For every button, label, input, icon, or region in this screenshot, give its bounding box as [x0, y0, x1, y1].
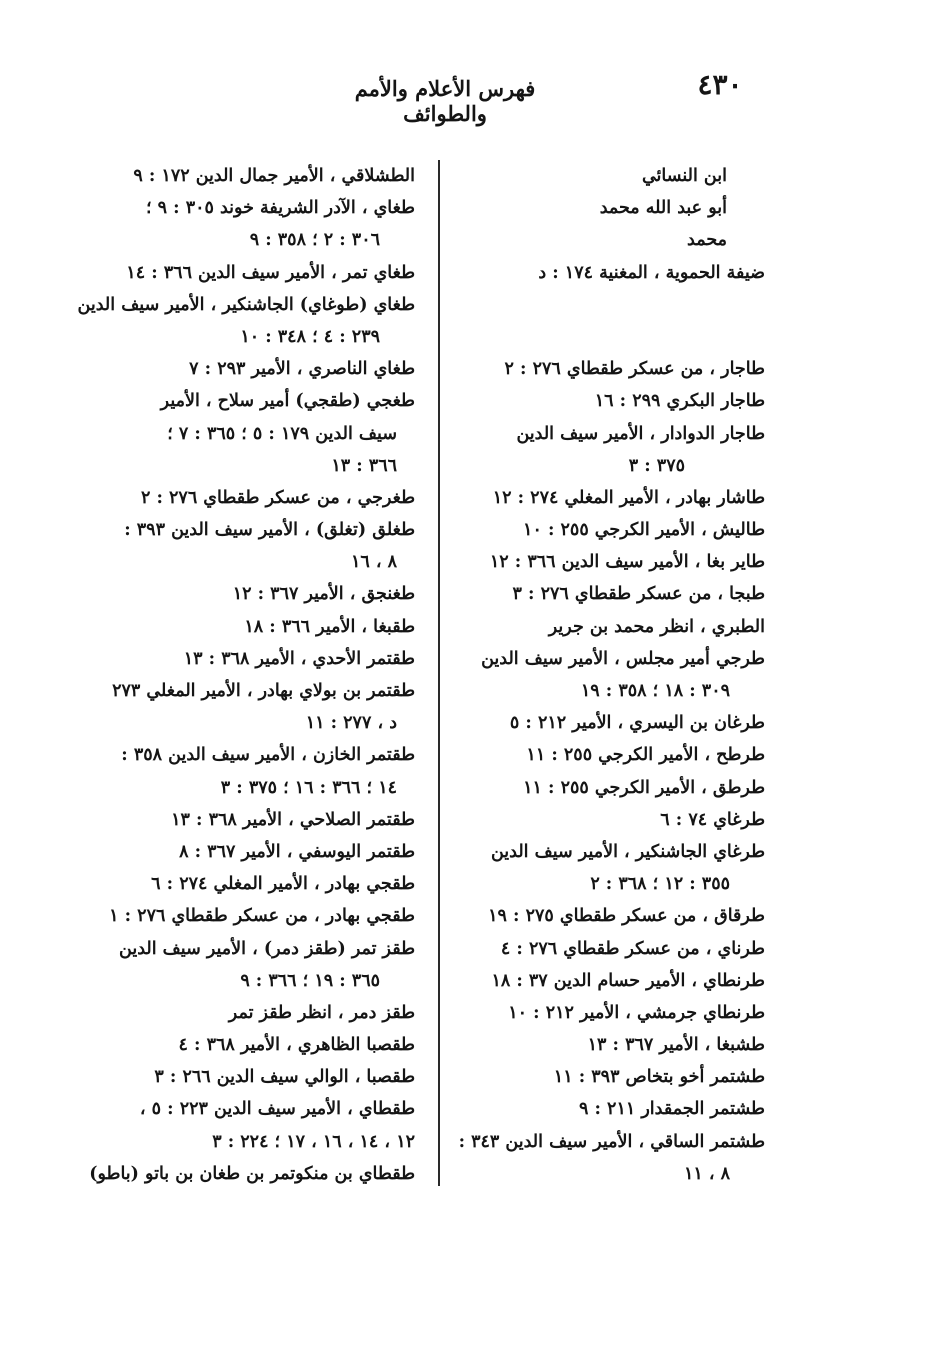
- index-entry: ابن النسائي: [641, 166, 727, 186]
- index-entry: طغجي (طقجي) أمير سلاح ، الأمير: [160, 391, 415, 412]
- index-entry: ٨ ، ١٦: [350, 552, 397, 573]
- index-entry: طرجي أمير مجلس ، الأمير سيف الدين: [481, 648, 765, 669]
- index-entry: ٨ ، ١١: [683, 1163, 730, 1184]
- index-entry: طقز دمر ، انظر طقز تمر: [228, 1002, 415, 1023]
- index-column-left: [77, 160, 415, 1190]
- index-entry: ١٢ ، ١٤ ، ١٦ ، ١٧ ؛ ٢٢٤ : ٣: [212, 1131, 415, 1152]
- index-entry: ٣٥٥ : ١٢ ؛ ٣٦٨ : ٢: [590, 874, 730, 895]
- index-column-right: [460, 160, 765, 1190]
- index-entry: طاجار البكري ٢٩٩ : ١٦: [594, 391, 765, 412]
- index-entry: طرطح ، الأمير الكرجي ٢٥٥ : ١١: [526, 745, 765, 766]
- index-entry: طغلق (تغلق) ، الأمير سيف الدين ٣٩٣ :: [124, 520, 415, 541]
- index-entry: طقطاي بن منكوتمر بن طغان بن باتو (باطو): [89, 1163, 415, 1184]
- index-entry: طقتمر بن بولاي بهادر ، الأمير المغلي ٢٧٣: [112, 681, 415, 701]
- index-entry: طرقاق ، من عسكر طقطاي ٢٧٥ : ١٩: [488, 906, 765, 927]
- index-entry: طاجار الدوادار ، الأمير سيف الدين: [516, 423, 765, 444]
- index-entry: ١٤ ؛ ٣٦٦ : ١٦ ؛ ٣٧٥ : ٣: [220, 777, 397, 798]
- index-entry: [460, 321, 765, 353]
- index-entry: طقبغا ، الأمير ٣٦٦ : ١٨: [244, 616, 415, 637]
- index-entry: طغاي الناصري ، الأمير ٢٩٣ : ٧: [189, 359, 415, 380]
- index-entry: طغنجق ، الأمير ٣٦٧ : ١٢: [232, 584, 415, 605]
- index-entry: طغاي تمر ، الأمير سيف الدين ٣٦٦ : ١٤: [126, 262, 415, 283]
- index-entry: طرنطاي ، الأمير حسام الدين ٣٧ : ١٨: [491, 970, 765, 991]
- index-entry: طبجا ، من عسكر طقطاي ٢٧٦ : ٣: [512, 584, 765, 605]
- index-entry: ٣٠٩ : ١٨ ؛ ٣٥٨ : ١٩: [580, 681, 730, 701]
- index-entry: طرغاي ٧٤ : ٦: [660, 809, 765, 830]
- index-entry: طرطق ، الأمير الكرجي ٢٥٥ : ١١: [523, 777, 765, 798]
- index-entry: طشتمر الساقي ، الأمير سيف الدين ٣٤٣ :: [458, 1131, 765, 1152]
- page-title: فهرس الأعلام والأمم والطوائف: [354, 76, 536, 126]
- index-entry: طقجي بهادر ، من عسكر طقطاي ٢٧٦ : ١: [109, 906, 415, 927]
- index-entry: الطبري ، انظر محمد بن جرير: [548, 616, 765, 637]
- index-entry: محمد: [687, 230, 727, 251]
- index-entry: طغاي (طوغاي) الجاشنكير ، الأمير سيف الدين: [77, 294, 415, 315]
- index-entry: طقتمر الأحدي ، الأمير ٣٦٨ : ١٣: [183, 648, 415, 669]
- column-divider: [438, 160, 440, 1186]
- index-entry: [460, 289, 765, 321]
- index-entry: سيف الدين ١٧٩ : ٥ ؛ ٣٦٥ : ٧ ؛: [167, 423, 397, 444]
- index-entry: طقصبا الظاهري ، الأمير ٣٦٨ : ٤: [178, 1035, 415, 1056]
- index-entry: طغرجي ، من عسكر طقطاي ٢٧٦ : ٢: [140, 487, 415, 508]
- index-entry: طشتمر الجمقدار ٢١١ : ٩: [578, 1099, 765, 1120]
- index-entry: أبو عبد الله محمد: [599, 198, 727, 219]
- index-entry: طشتمر أخو بتخاص ٣٩٣ : ١١: [553, 1067, 765, 1088]
- index-entry: طغاي ، الآدر الشريفة خوند ٣٠٥ : ٩ ؛: [145, 198, 415, 219]
- index-entry: طقصبا ، الوالي سيف الدين ٢٦٦ : ٣: [154, 1067, 415, 1088]
- index-entry: طقز تمر (طقز دمر) ، الأمير سيف الدين: [119, 938, 415, 959]
- index-entry: طرناي ، من عسكر طقطاي ٢٧٦ : ٤: [500, 938, 765, 959]
- index-entry: طاليش ، الأمير الكرجي ٢٥٥ : ١٠: [523, 520, 765, 541]
- index-entry: ٣٠٦ : ٢ ؛ ٣٥٨ : ٩: [249, 230, 380, 251]
- index-entry: طقطاي ، الأمير سيف الدين ٢٢٣ : ٥ ،: [139, 1099, 415, 1120]
- index-entry: طشبغا ، الأمير ٣٦٧ : ١٣: [587, 1035, 765, 1056]
- index-entry: طاجار ، من عسكر طقطاي ٢٧٦ : ٢: [504, 359, 765, 380]
- index-entry: طرغان بن اليسري ، الأمير ٢١٢ : ٥: [509, 713, 765, 734]
- index-entry: طقجي بهادر ، الأمير المغلي ٢٧٤ : ٦: [151, 874, 415, 895]
- index-entry: طرنطاي جرمشي ، الأمير ٢١٢ : ١٠: [508, 1002, 765, 1023]
- index-entry: ٣٦٦ : ١٣: [331, 455, 397, 476]
- index-entry: ٣٧٥ : ٣: [628, 455, 685, 476]
- index-entry: ضيفة الحموية ، المغنية ١٧٤ : د: [538, 262, 765, 283]
- page-number: ٤٣٠: [697, 68, 743, 101]
- index-entry: ٣٦٥ : ١٩ ؛ ٣٦٦ : ٩: [240, 970, 380, 991]
- index-entry: طقتمر اليوسفي ، الأمير ٣٦٧ : ٨: [179, 841, 415, 862]
- index-entry: طاير بغا ، الأمير سيف الدين ٣٦٦ : ١٢: [489, 552, 765, 573]
- index-entry: الطشلاقي ، الأمير جمال الدين ١٧٢ : ٩: [133, 166, 415, 186]
- index-entry: طقتمر الخازن ، الأمير سيف الدين ٣٥٨ :: [121, 745, 415, 766]
- index-entry: طقتمر الصلاحي ، الأمير ٣٦٨ : ١٣: [171, 809, 415, 830]
- index-entry: ٢٣٩ : ٤ ؛ ٣٤٨ : ١٠: [240, 326, 380, 347]
- index-entry: د ، ٢٧٧ : ١١: [305, 713, 397, 734]
- index-entry: طاشار بهادر ، الأمير المغلي ٢٧٤ : ١٢: [492, 487, 765, 508]
- index-entry: طرغاي الجاشنكير ، الأمير سيف الدين: [490, 841, 765, 862]
